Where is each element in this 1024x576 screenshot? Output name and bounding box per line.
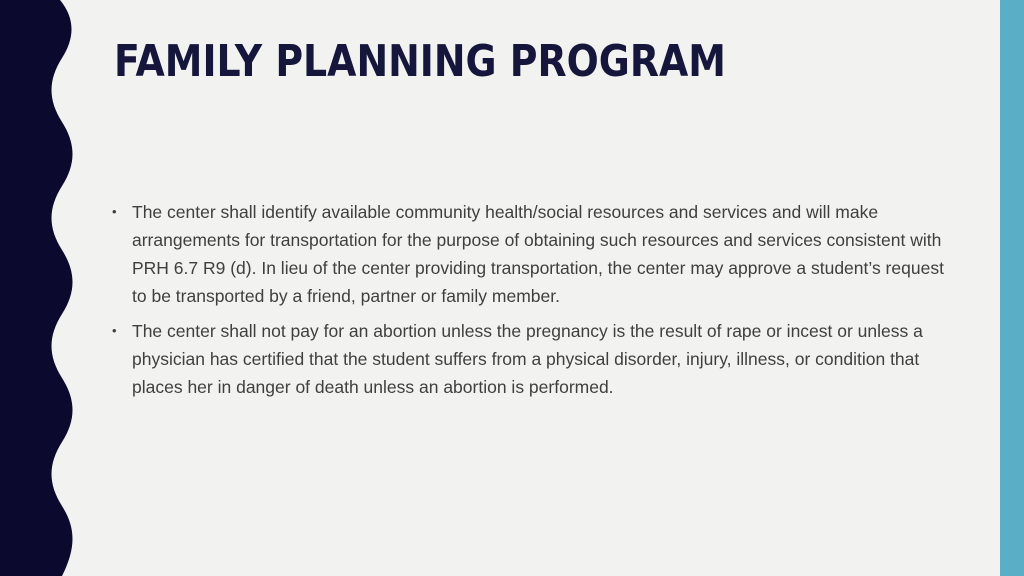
wavy-band-shape [0,0,73,576]
bullet-list [110,198,960,408]
right-accent-stripe [1000,0,1024,576]
bullet-icon: • [112,204,117,219]
left-wavy-band [0,0,80,576]
bullet-text: The center shall not pay for an abortion unless the pregnancy is the result of rape or incest or unless a physician has certified that the student suffers from a physical disorder, injury, illness, or condition that places her in danger of death unless an abortion is performed. [132,321,923,397]
bullet-item [110,198,960,310]
bullet-item [110,317,960,401]
bullet-text: The center shall identify available community health/social resources and services and will make arrangements for transportation for the purpose of obtaining such resources and services consistent with PRH 6.7 R9 (d). In lieu of the center providing transportation, the center may approve a student’s request to be transported by a friend, partner or family member. [132,202,944,306]
slide-title: FAMILY PLANNING PROGRAM [114,36,726,87]
bullet-icon: • [112,323,117,338]
